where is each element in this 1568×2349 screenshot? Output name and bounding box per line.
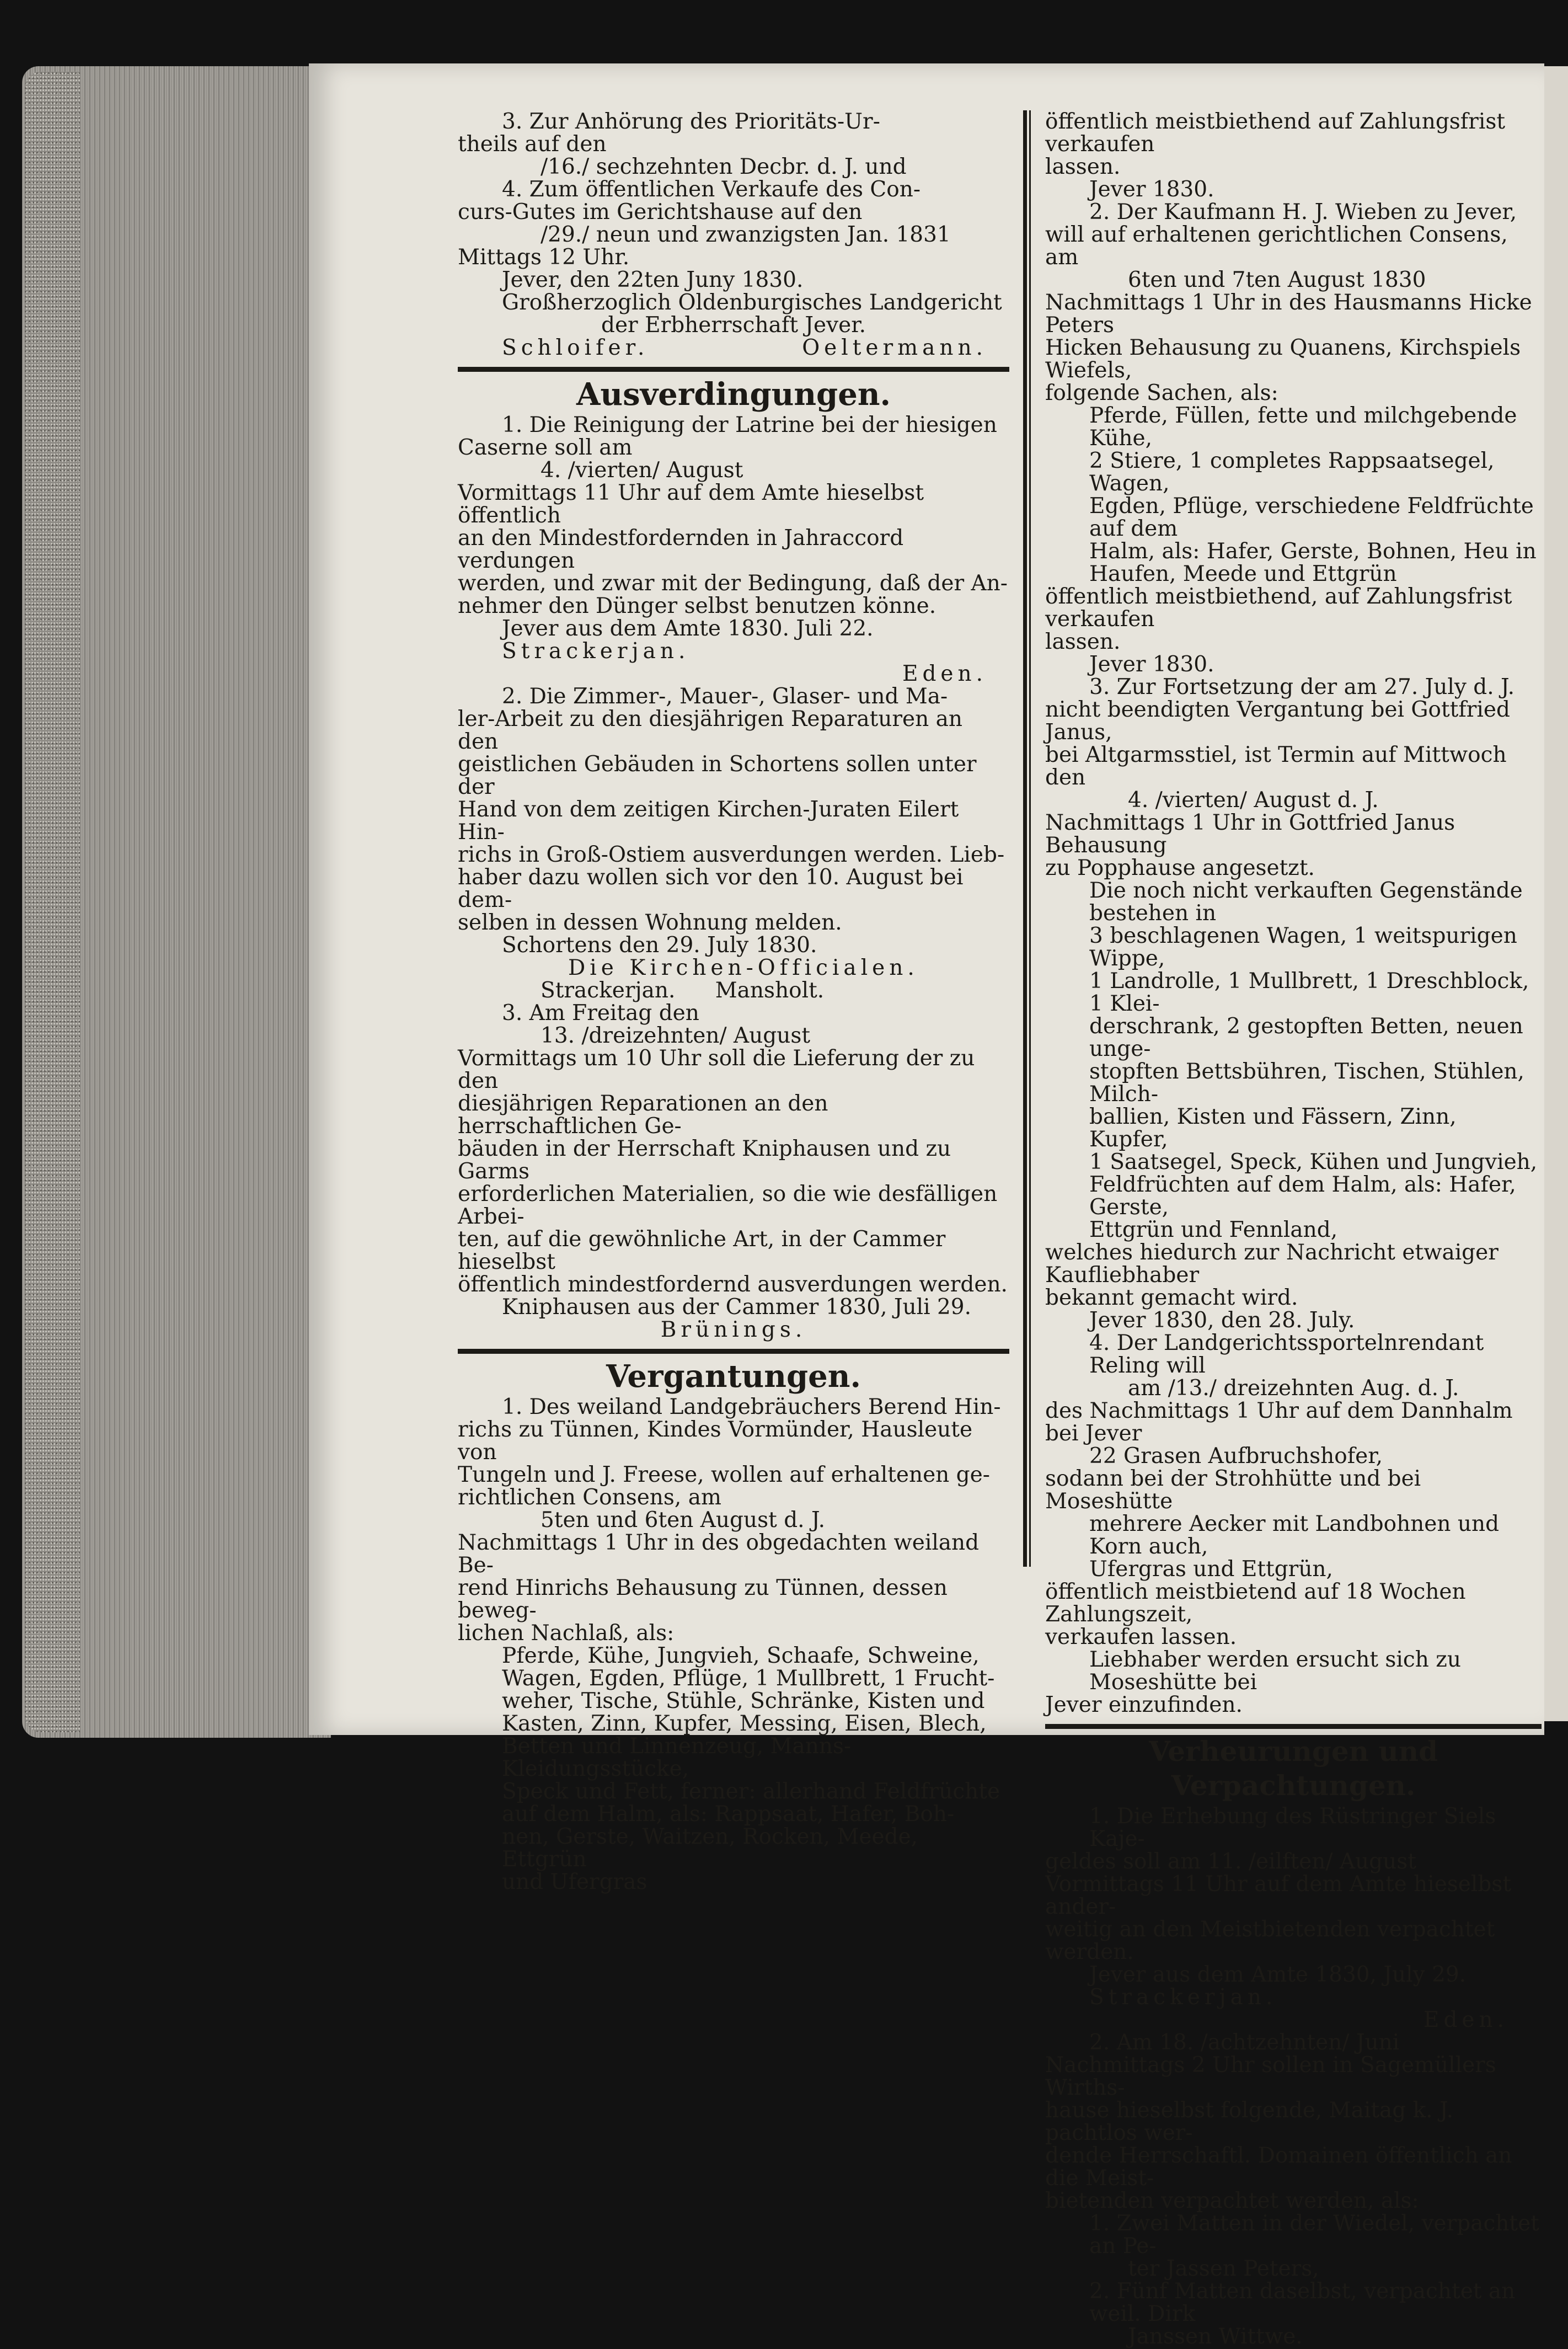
- text-line: Jever, den 22ten Juny 1830.: [502, 268, 804, 292]
- left-column: [458, 110, 1009, 1893]
- text-line: Mittags 12 Uhr.: [458, 245, 630, 270]
- text-line: Jever aus dem Amte 1830, July 29.: [1089, 1962, 1467, 1987]
- text-line: lassen.: [1045, 629, 1121, 654]
- text-line: selben in dessen Wohnung melden.: [458, 910, 842, 935]
- text-line: 2. Fünf Matten daselbst, verpachtet an weil. Dirk: [1089, 2279, 1516, 2326]
- text-line: bietenden verpachtet werden, als:: [1045, 2188, 1419, 2213]
- text-line: nicht beendigten Vergantung bei Gottfried Janus,: [1045, 697, 1510, 745]
- signature-line: Strackerjan.: [1089, 1985, 1277, 2010]
- text-line: mehrere Aecker mit Landbohnen und Korn auch,: [1089, 1512, 1500, 1559]
- text-line: 4. Der Landgerichtssportelnrendant Reling will: [1089, 1331, 1484, 1378]
- text-line: Ufergras und Ettgrün,: [1089, 1557, 1333, 1582]
- text-line: verkaufen lassen.: [1045, 1625, 1237, 1649]
- text-line: zu Popphause angesetzt.: [1045, 856, 1315, 880]
- text-line: 1 Landrolle, 1 Mullbrett, 1 Dreschblock, 1 Klei-: [1089, 969, 1529, 1016]
- text-line: Jever einzufinden.: [1045, 1693, 1243, 1717]
- next-page-edge: [1544, 66, 1568, 1721]
- text-line: bäuden in der Herrschaft Kniphausen und zu Garms: [458, 1136, 951, 1184]
- text-line: rend Hinrichs Behausung zu Tünnen, dessen beweg-: [458, 1576, 948, 1623]
- text-line: geldes soll am 11. /eilften/ August: [1045, 1849, 1416, 1874]
- section-heading-verheurungen: Verheurungen und Verpachtungen.: [1148, 1735, 1438, 1802]
- text-line: Hand von dem zeitigen Kirchen-Juraten Eilert Hin-: [458, 797, 959, 845]
- section-rule: [458, 367, 1009, 372]
- signature-line: Die Kirchen-Officialen.: [568, 955, 919, 980]
- text-line: Nachmittags 1 Uhr in des Hausmanns Hicke Peters: [1045, 290, 1532, 338]
- text-line: öffentlich meistbietend auf 18 Wochen Zahlungszeit,: [1045, 1579, 1466, 1627]
- text-line: Tungeln und J. Freese, wollen auf erhaltenen ge-: [458, 1462, 990, 1487]
- right-column: [1045, 110, 1542, 2348]
- text-line: richs in Groß-Ostiem ausverdungen werden. Lieb-: [458, 842, 1005, 867]
- text-line: und Ufergras: [502, 1870, 647, 1894]
- text-line: der Erbherrschaft Jever.: [601, 313, 866, 338]
- text-line: Vormittags 11 Uhr auf dem Amte hieselbst öffentlich: [458, 481, 924, 528]
- text-line: Die noch nicht verkauften Gegenstände bestehen in: [1089, 878, 1523, 926]
- text-line: 2. Der Kaufmann H. J. Wieben zu Jever,: [1089, 200, 1517, 225]
- section-heading-ausverdingungen: Ausverdingungen.: [576, 376, 891, 413]
- column-divider: [1029, 110, 1031, 1567]
- text-line: bei Altgarmsstiel, ist Termin auf Mittwoch den: [1045, 743, 1507, 790]
- text-line: 6ten und 7ten August 1830: [1128, 268, 1426, 292]
- text-line: Betten und Linnenzeug, Manns-Kleidungsstücke,: [502, 1734, 852, 1781]
- text-line: lichen Nachlaß, als:: [458, 1621, 675, 1646]
- text-line: hause hieselbst folgende, Maitag k. J. pachtlos wer-: [1045, 2098, 1454, 2145]
- text-line: ballien, Kisten und Fässern, Zinn, Kupfer,: [1089, 1104, 1457, 1152]
- text-line: 4. /vierten/ August d. J.: [1128, 788, 1379, 813]
- signature-line: Brünings.: [660, 1317, 807, 1342]
- text-line: Jever aus dem Amte 1830. Juli 22.: [502, 616, 874, 641]
- text-line: Wagen, Egden, Pflüge, 1 Mullbrett, 1 Frucht-: [502, 1666, 995, 1691]
- section-heading-vergantungen: Vergantungen.: [606, 1358, 861, 1395]
- text-line: 1. Die Erhebung des Rüstringer Siels Kaje-: [1089, 1804, 1496, 1851]
- text-line: Liebhaber werden ersucht sich zu Moseshütte bei: [1089, 1647, 1461, 1695]
- text-line: derschrank, 2 gestopften Betten, neuen unge-: [1089, 1014, 1523, 1061]
- text-line: diesjährigen Reparationen an den herrschaftlichen Ge-: [458, 1091, 828, 1139]
- text-line: des Nachmittags 1 Uhr auf dem Dannhalm bei Jever: [1045, 1398, 1513, 1446]
- text-line: Vormittags 11 Uhr auf dem Amte hieselbst ander-: [1045, 1872, 1511, 1919]
- text-line: theils auf den: [458, 132, 607, 157]
- text-line: 4. Zum öffentlichen Verkaufe des Con-: [502, 177, 921, 202]
- text-line: Janssen Wittwe.: [1128, 2324, 1303, 2349]
- signature-name: Strackerjan.: [540, 978, 676, 1003]
- text-line: Nachmittags 1 Uhr in des obgedachten weiland Be-: [458, 1530, 980, 1578]
- text-line: 13. /dreizehnten/ August: [540, 1023, 811, 1048]
- text-line: 4. /vierten/ August: [540, 458, 743, 483]
- column-divider: [1023, 110, 1027, 1567]
- text-line: /29./ neun und zwanzigsten Jan. 1831: [540, 222, 951, 247]
- text-line: welches hiedurch zur Nachricht etwaiger Kaufliebhaber: [1045, 1240, 1499, 1288]
- text-line: haber dazu wollen sich vor den 10. August bei dem-: [458, 865, 964, 912]
- text-line: Haufen, Meede und Ettgrün: [1089, 562, 1397, 586]
- text-line: folgende Sachen, als:: [1045, 381, 1278, 405]
- text-line: Feldfrüchten auf dem Halm, als: Hafer, Gerste,: [1089, 1172, 1516, 1220]
- text-line: dende Herrschaftl. Domainen öffentlich an die Meist-: [1045, 2143, 1512, 2191]
- text-line: öffentlich mindestfordernd ausverdungen werden.: [458, 1272, 1008, 1297]
- text-line: weher, Tische, Stühle, Schränke, Kisten und: [502, 1689, 985, 1713]
- text-line: Schortens den 29. July 1830.: [502, 933, 817, 958]
- text-line: Vormittags um 10 Uhr soll die Lieferung der zu den: [458, 1046, 975, 1093]
- text-line: 1. Zwei Matten in der Wiedel, verpachtet an Pe-: [1089, 2211, 1539, 2259]
- text-line: curs-Gutes im Gerichtshause auf den: [458, 200, 863, 225]
- text-line: Kasten, Zinn, Kupfer, Messing, Eisen, Blech,: [502, 1711, 987, 1736]
- signature-line: Eden.: [902, 661, 987, 686]
- text-line: will auf erhaltenen gerichtlichen Consens, am: [1045, 222, 1508, 270]
- book-spine-speckle: [25, 72, 80, 1732]
- text-line: Caserne soll am: [458, 435, 633, 460]
- signature-line: Eden.: [1423, 2008, 1508, 2032]
- text-line: sodann bei der Strohhütte und bei Moseshütte: [1045, 1466, 1421, 1514]
- text-line: 1. Die Reinigung der Latrine bei der hiesigen: [502, 413, 997, 437]
- text-line: bekannt gemacht wird.: [1045, 1285, 1298, 1310]
- section-rule: [458, 1349, 1009, 1354]
- text-line: Jever 1830.: [1089, 652, 1214, 677]
- text-line: Speck und Fett, ferner: allerhand Feldfrüchte: [502, 1779, 1000, 1804]
- text-line: Ettgrün und Fennland,: [1089, 1218, 1338, 1242]
- text-line: 5ten und 6ten August d. J.: [540, 1508, 825, 1533]
- text-line: am /13./ dreizehnten Aug. d. J.: [1128, 1376, 1459, 1401]
- text-line: Großherzoglich Oldenburgisches Landgericht: [502, 290, 1002, 315]
- text-line: /16./ sechzehnten Decbr. d. J. und: [540, 154, 907, 179]
- text-line: ler-Arbeit zu den diesjährigen Reparaturen an den: [458, 707, 963, 754]
- text-line: ten, auf die gewöhnliche Art, in der Cammer hieselbst: [458, 1227, 946, 1274]
- text-line: 22 Grasen Aufbruchshofer,: [1089, 1444, 1383, 1469]
- text-line: auf dem Halm, als: Rappsaat, Hafer, Boh-: [502, 1802, 955, 1827]
- text-line: stopften Bettsbühren, Tischen, Stühlen, Milch-: [1089, 1059, 1524, 1107]
- text-line: ter Jassen Peters,: [1128, 2256, 1319, 2281]
- text-line: öffentlich meistbiethend, auf Zahlungsfrist verkaufen: [1045, 584, 1512, 632]
- text-line: 2 Stiere, 1 completes Rappsaatsegel, Wagen,: [1089, 449, 1495, 496]
- signature-line: [458, 979, 1009, 1002]
- text-line: lassen.: [1045, 154, 1121, 179]
- signature-line: Strackerjan.: [502, 639, 690, 664]
- text-line: Nachmittags 2 Uhr sollen in Sagemüllers Wirths-: [1045, 2053, 1496, 2100]
- text-line: richtlichen Consens, am: [458, 1485, 721, 1510]
- text-line: weitig an den Meistbietenden verpachtet werden.: [1045, 1917, 1495, 1964]
- text-line: Jever 1830, den 28. July.: [1089, 1308, 1355, 1333]
- text-line: nen, Gerste, Waitzen, Rocken, Meede, Ettgrün: [502, 1824, 918, 1872]
- text-line: Pferde, Füllen, fette und milchgebende Kühe,: [1089, 403, 1517, 451]
- text-line: 3. Zur Anhörung des Prioritäts-Ur-: [502, 109, 880, 134]
- text-line: Halm, als: Hafer, Gerste, Bohnen, Heu in: [1089, 539, 1537, 564]
- signature-name: Mansholt.: [715, 978, 825, 1003]
- text-line: an den Mindestfordernden in Jahraccord verdungen: [458, 526, 904, 573]
- text-line: Nachmittags 1 Uhr in Gottfried Janus Behausung: [1045, 810, 1455, 858]
- signature-left: Schloifer.: [502, 335, 649, 360]
- text-line: erforderlichen Materialien, so die wie desfälligen Arbei-: [458, 1182, 998, 1229]
- text-line: öffentlich meistbiethend auf Zahlungsfrist verkaufen: [1045, 109, 1506, 157]
- text-line: Pferde, Kühe, Jungvieh, Schaafe, Schweine,: [502, 1643, 980, 1668]
- text-line: Egden, Pflüge, verschiedene Feldfrüchte auf dem: [1089, 494, 1534, 541]
- text-line: geistlichen Gebäuden in Schortens sollen unter der: [458, 752, 977, 799]
- text-line: 1 Saatsegel, Speck, Kühen und Jungvieh,: [1089, 1150, 1538, 1174]
- text-line: richs zu Tünnen, Kindes Vormünder, Hausleute von: [458, 1417, 973, 1465]
- text-line: 3. Zur Fortsetzung der am 27. July d. J.: [1089, 675, 1515, 700]
- section-rule: [1045, 1724, 1542, 1729]
- text-line: 2. Am 18. /achtzehnten/ Juni: [1089, 2030, 1400, 2055]
- text-line: 1. Des weiland Landgebräuchers Berend Hin-: [502, 1395, 1001, 1419]
- text-line: Kniphausen aus der Cammer 1830, Juli 29.: [502, 1295, 971, 1320]
- text-line: 2. Die Zimmer-, Mauer-, Glaser- und Ma-: [502, 684, 948, 709]
- text-line: 3 beschlagenen Wagen, 1 weitspurigen Wippe,: [1089, 923, 1517, 971]
- text-line: Jever 1830.: [1089, 177, 1214, 202]
- signature-right: Oeltermann.: [802, 335, 987, 360]
- text-line: 3. Am Freitag den: [502, 1001, 699, 1026]
- text-line: Hicken Behausung zu Quanens, Kirchspiels Wiefels,: [1045, 335, 1521, 383]
- text-line: nehmer den Dünger selbst benutzen könne.: [458, 594, 936, 618]
- text-line: werden, und zwar mit der Bedingung, daß der An-: [458, 571, 1008, 596]
